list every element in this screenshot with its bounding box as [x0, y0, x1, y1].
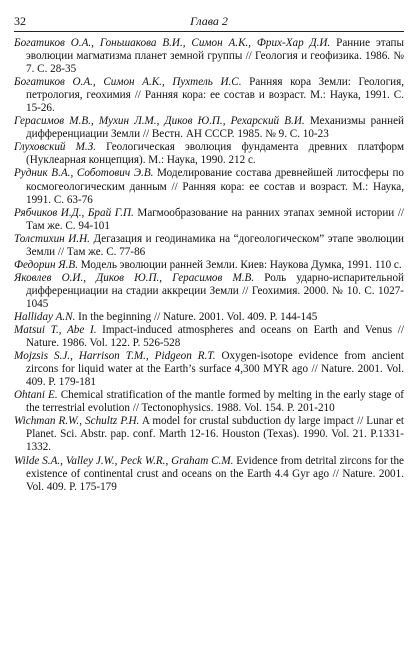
reference-item [14, 415, 404, 454]
reference-authors: Matsui T., Abe I. [14, 324, 97, 337]
reference-authors: Рудник В.А., Соботович Э.В. [14, 167, 154, 180]
reference-item [14, 233, 404, 259]
reference-text: Модель эволюции ранней Земли. Киев: Наукова Думка, 1991. 110 с. [77, 258, 402, 271]
reference-item [14, 259, 404, 272]
reference-text: Магмообразование на ранних этапах земной истории // Там же. С. 94-101 [26, 206, 405, 232]
reference-authors: Рябчиков И.Д., Брай Г.П. [14, 206, 134, 219]
reference-item [14, 311, 404, 324]
reference-text: Дегазация и геодинамика на “догеологическом” этапе эволюции Земли // Там же. С. 77-86 [26, 232, 404, 258]
reference-text: A model for crustal subduction dy large impact // Lunar et Planet. Sci. Abstr. pap. conf. Marth 12-16. Houston (Texas). 1990. Vol. 21. P.1331-1332. [26, 415, 404, 454]
reference-item [14, 389, 404, 415]
reference-authors: Mojzsis S.J., Harrison T.M., Pidgeon R.T. [14, 350, 216, 363]
reference-item [14, 115, 404, 141]
reference-authors: Богатиков О.А., Гоньшакова В.И., Симон А.К., Фрих-Хар Д.И. [14, 37, 331, 49]
reference-authors: Герасимов М.В., Мухин Л.М., Диков Ю.П., Рехарский В.И. [14, 115, 305, 128]
reference-text: Evidence from detrital zircons for the existence of continental crust and oceans on the Earth 4.4 Gyr ago // Nature. 2001. Vol. 409. P. 175-179 [26, 454, 404, 493]
running-head: Глава 2 [190, 14, 228, 28]
reference-item [14, 350, 404, 389]
page-number: 32 [14, 14, 26, 28]
reference-text: Impact-induced atmospheres and oceans on Earth and Venus // Nature. 1986. Vol. 122. P. 526-528 [26, 324, 404, 350]
reference-authors: Wichman R.W., Schultz P.H. [14, 415, 140, 428]
reference-item [14, 141, 404, 167]
reference-authors: Halliday A.N. [14, 310, 76, 323]
reference-item [14, 455, 404, 494]
reference-text: Chemical stratification of the mantle formed by melting in the early stage of the terrestrial evolution // Tectonophysics. 1988. Vol. 154. P. 201-210 [26, 389, 404, 415]
page-header [14, 14, 404, 32]
reference-item [14, 324, 404, 350]
reference-authors: Богатиков О.А., Симон А.К., Пухтель И.С. [14, 76, 242, 89]
reference-authors: Wilde S.A., Valley J.W., Peck W.R., Graham C.M. [14, 454, 234, 467]
reference-text: Механизмы ранней дифференциации Земли // Вестн. АН СССР. 1985. № 9. С. 10-23 [26, 115, 405, 141]
reference-text: Ранняя кора Земли: Геология, петрология, геохимия // Ранняя кора: ее состав и возраст. М.: Наука, 1991. С. 15-26. [26, 76, 405, 115]
reference-item [14, 272, 404, 311]
reference-authors: Глуховский М.З. [14, 141, 96, 154]
reference-list [14, 37, 404, 494]
reference-authors: Ohtani E. [14, 389, 58, 402]
reference-authors: Яковлев О.И., Диков Ю.П., Герасимов М.В. [14, 271, 255, 284]
reference-text: In the beginning // Nature. 2001. Vol. 409. P. 144-145 [75, 310, 318, 323]
reference-text: Моделирование состава древнейшей литосферы по космогеологическим данным // Ранняя кора: ее состав и возраст. М.: Наука, 1991. С. 63-76 [26, 167, 404, 206]
reference-item [14, 167, 404, 206]
reference-text: Oxygen-isotope evidence from ancient zircons for liquid water at the Earth’s surface 4,300 MYR ago // Nature. 2001. Vol. 409. P. 179-181 [26, 350, 404, 389]
reference-authors: Толстихин И.Н. [14, 232, 90, 245]
reference-text: Роль ударно-испарительной дифференциации на стадии аккреции Земли // Геохимия. 2000. № 10. С. 1027-1045 [26, 271, 404, 310]
reference-text: Ранние этапы эволюции магматизма планет земной группы // Геология и геофизика. 1986. № 7. С. 28-35 [26, 37, 405, 76]
reference-authors: Федорин Я.В. [14, 258, 78, 271]
reference-item [14, 37, 404, 76]
reference-item [14, 207, 404, 233]
reference-item [14, 76, 404, 115]
reference-text: Геологическая эволюция фундамента древних платформ (Нуклеарная концепция). М.: Наука, 1990. 212 с. [26, 141, 404, 167]
